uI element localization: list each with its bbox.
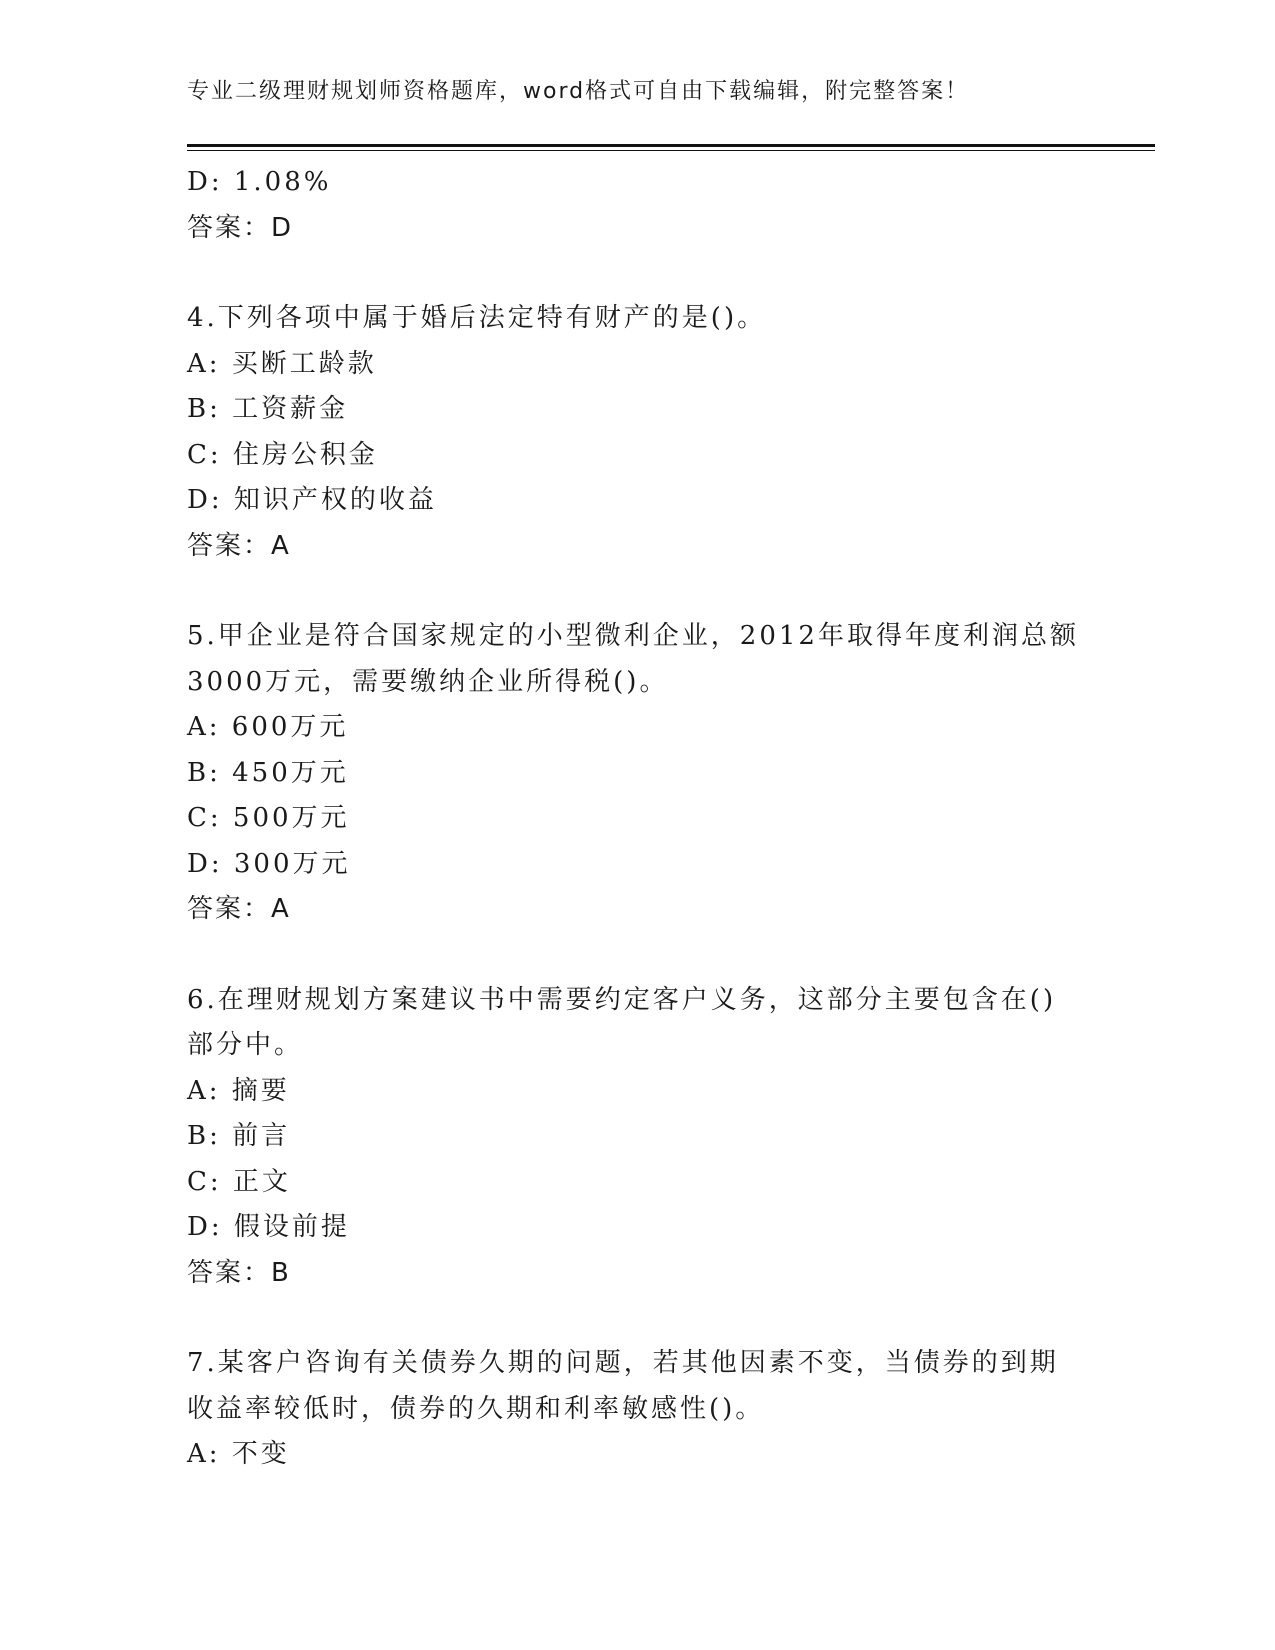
option-b: B: 前言 xyxy=(187,1121,291,1151)
header-rule-thin xyxy=(187,150,1155,151)
question-stem: 7.某客户咨询有关债券久期的问题，若其他因素不变，当债券的到期 xyxy=(187,1348,1059,1378)
option-a: A: 600万元 xyxy=(187,712,349,742)
question-stem: 5.甲企业是符合国家规定的小型微利企业，2012年取得年度利润总额 xyxy=(187,621,1079,651)
header-rule-thick xyxy=(187,144,1155,147)
question-stem-cont: 收益率较低时，债券的久期和利率敏感性()。 xyxy=(187,1393,765,1424)
option-b: B: 450万元 xyxy=(187,757,349,788)
option-a: A: 不变 xyxy=(187,1439,290,1469)
option-d: D: 假设前提 xyxy=(187,1212,350,1242)
option-c: C: 住房公积金 xyxy=(187,439,378,470)
answer: 答案：A xyxy=(187,530,291,561)
option-b: B: 工资薪金 xyxy=(187,394,349,424)
option-c: C: 正文 xyxy=(187,1166,291,1197)
answer: 答案：D xyxy=(187,212,294,243)
page-header: 专业二级理财规划师资格题库，word格式可自由下载编辑，附完整答案！ xyxy=(187,79,970,104)
option-d: D: 1.08% xyxy=(187,167,332,197)
option-a: A: 摘要 xyxy=(187,1075,290,1106)
question-4 xyxy=(187,296,1087,569)
option-a: A: 买断工龄款 xyxy=(187,348,377,379)
question-stem: 6.在理财规划方案建议书中需要约定客户义务，这部分主要包含在() xyxy=(187,984,1057,1015)
option-c: C: 500万元 xyxy=(187,803,350,833)
answer: 答案：B xyxy=(187,1257,291,1288)
document-body xyxy=(187,160,1087,1478)
option-d: D: 知识产权的收益 xyxy=(187,485,437,515)
question-7 xyxy=(187,1341,1087,1478)
question-stem: 4.下列各项中属于婚后法定特有财产的是()。 xyxy=(187,303,767,333)
answer: 答案：A xyxy=(187,894,291,924)
option-d: D: 300万元 xyxy=(187,848,351,879)
question-stem-cont: 部分中。 xyxy=(187,1030,304,1060)
question-5 xyxy=(187,614,1087,933)
question-stem-cont: 3000万元，需要缴纳企业所得税()。 xyxy=(187,666,669,697)
question-6 xyxy=(187,978,1087,1297)
